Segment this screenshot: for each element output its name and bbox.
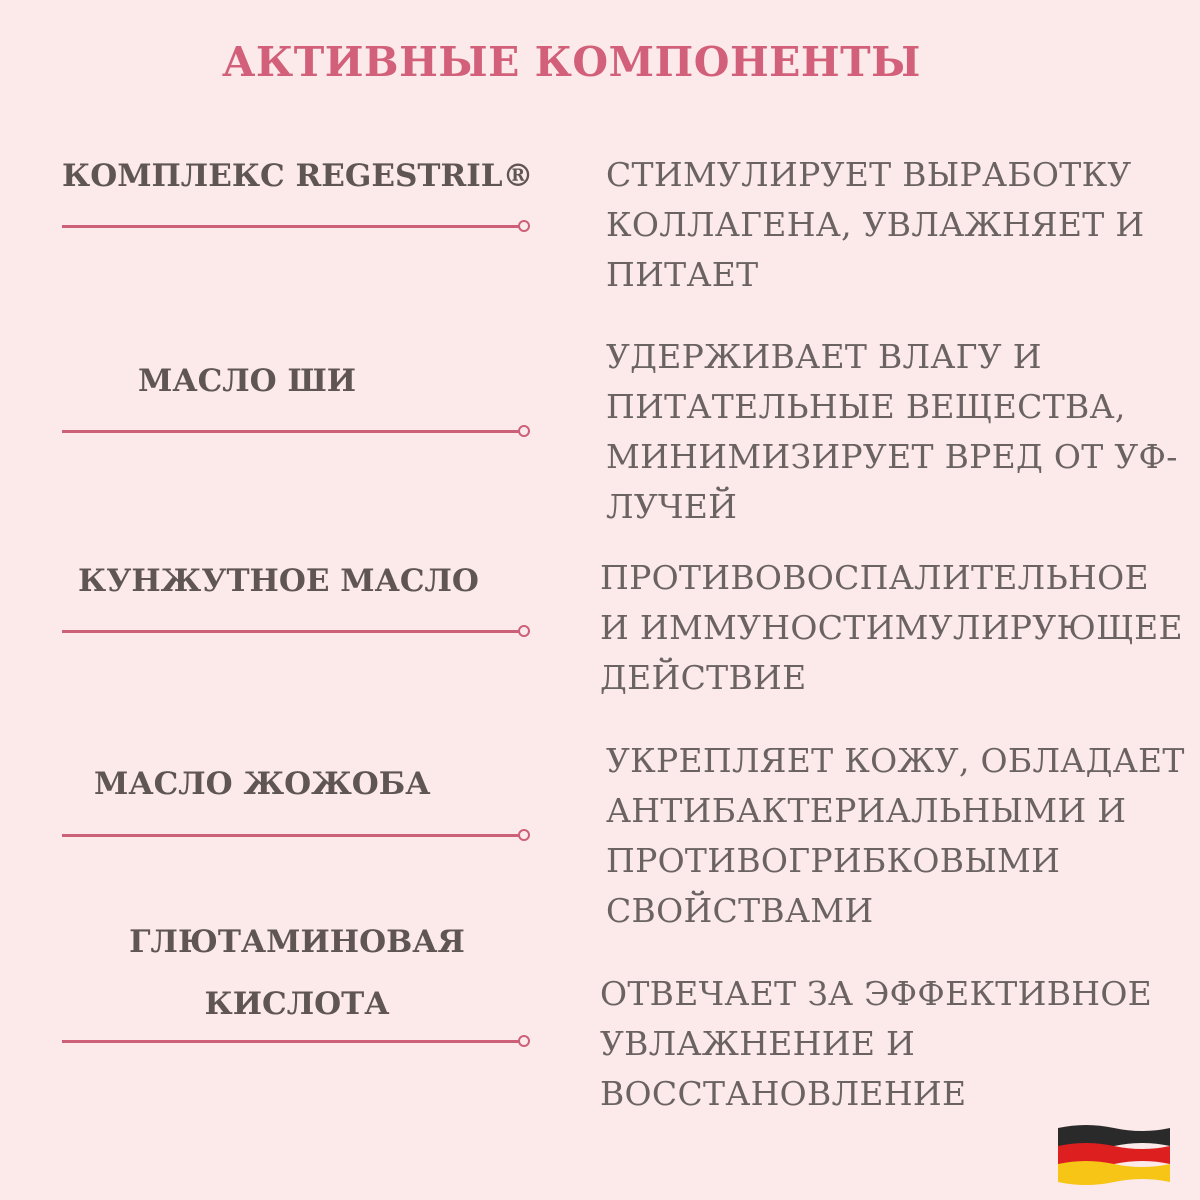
- component-description-regestril: СТИМУЛИРУЕТ ВЫРАБОТКУ КОЛЛАГЕНА, УВЛАЖНЯЕТ И ПИТАЕТ: [606, 155, 1145, 294]
- component-divider-dot: [518, 625, 530, 637]
- component-name-glutamic-acid: [92, 916, 502, 1030]
- component-name-line-1: ГЛЮТАМИНОВАЯ: [129, 924, 465, 960]
- component-divider-dot: [518, 220, 530, 232]
- component-description-shea-butter: УДЕРЖИВАЕТ ВЛАГУ И ПИТАТЕЛЬНЫЕ ВЕЩЕСТВА, МИНИМИЗИРУЕТ ВРЕД ОТ УФ- ЛУЧЕЙ: [606, 337, 1178, 526]
- component-divider-shea-butter: [62, 430, 522, 433]
- component-divider-glutamic-acid: [62, 1040, 522, 1043]
- germany-flag-icon: [1058, 1122, 1170, 1186]
- component-name-regestril: КОМПЛЕКС REGESTRIL®: [62, 158, 534, 194]
- component-divider-dot: [518, 1035, 530, 1047]
- component-divider-regestril: [62, 225, 522, 228]
- page-title: АКТИВНЫЕ КОМПОНЕНТЫ: [222, 38, 921, 86]
- component-name-shea-butter: МАСЛО ШИ: [138, 363, 357, 399]
- component-description-jojoba-oil: УКРЕПЛЯЕТ КОЖУ, ОБЛАДАЕТ АНТИБАКТЕРИАЛЬНЫМИ И ПРОТИВОГРИБКОВЫМИ СВОЙСТВАМИ: [606, 741, 1185, 930]
- component-name-sesame-oil: КУНЖУТНОЕ МАСЛО: [78, 563, 479, 599]
- component-divider-dot: [518, 829, 530, 841]
- component-name-jojoba-oil: МАСЛО ЖОЖОБА: [94, 766, 431, 802]
- component-description-sesame-oil: ПРОТИВОВОСПАЛИТЕЛЬНОЕ И ИММУНОСТИМУЛИРУЮЩЕЕ ДЕЙСТВИЕ: [600, 558, 1183, 697]
- component-divider-jojoba-oil: [62, 834, 522, 837]
- component-divider-dot: [518, 425, 530, 437]
- component-divider-sesame-oil: [62, 630, 522, 633]
- component-name-line-2: КИСЛОТА: [204, 986, 390, 1022]
- component-description-glutamic-acid: ОТВЕЧАЕТ ЗА ЭФФЕКТИВНОЕ УВЛАЖНЕНИЕ И ВОССТАНОВЛЕНИЕ: [600, 974, 1153, 1113]
